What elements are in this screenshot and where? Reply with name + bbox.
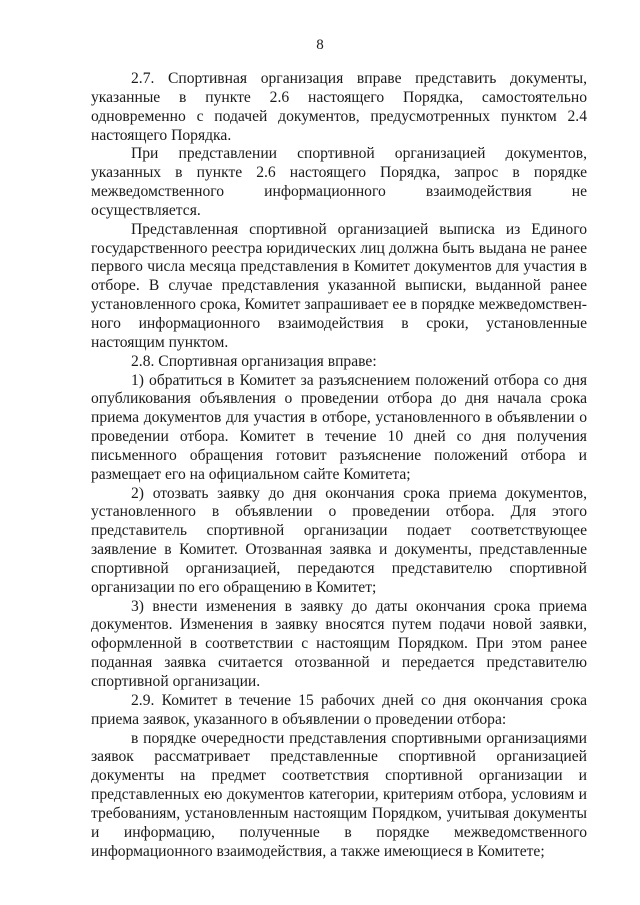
page-number: 8: [316, 37, 324, 53]
document-body: [91, 70, 587, 861]
paragraph-2-7: 2.7. Спортивная организация вправе представить документы, указанные в пункте 2.6 настоящего Порядка, самостоятельно одновременно с подачей документов, предусмотренных пунктом 2.4 настоящего Порядка.: [91, 70, 587, 144]
paragraph-2-9-review: в порядке очередности представления спортивными организациями заявок рассматривает представленные спортивной организацией документы на предмет соответствия спортивной организации и представленных ею документов категории, критериям отбора, условиям и требованиям, установленным настоящим Порядком, учитывая документы и информацию, полученные в порядке межведомственного информационного взаимодействия, а также имеющиеся в Комитете;: [91, 729, 587, 860]
paragraph-2-8: 2.8. Спортивная организация вправе:: [131, 352, 377, 370]
paragraph-2-7-registry-extract: Представленная спортивной организацией выписка из Единого государственного реестра юридических лиц должна быть выдана не ранее первого числа месяца представления в Комитет документов для участия в отборе. В случае представления указанной выписки, выданной ранее установленного срока, Комитет запрашивает ее в порядке межведомственного информационного взаимодействия в сроки, установленные настоящим пунктом.: [91, 220, 587, 351]
paragraph-2-9: 2.9. Комитет в течение 15 рабочих дней со дня окончания срока приема заявок, указанного в объявлении о проведении отбора:: [91, 691, 587, 728]
paragraph-2-8-item-2: 2) отозвать заявку до дня окончания срока приема документов, установленного в объявлении о проведении отбора. Для этого представитель спортивной организации подает соответствующее заявление в Комитет. Отозванная заявка и документы, представленные спортивной организацией, передаются представителю спортивной организации по его обращению в Комитет;: [91, 484, 587, 596]
paragraph-2-8-item-1: 1) обратиться в Комитет за разъяснением положений отбора со дня опубликования объявления о проведении отбора до дня начала срока приема документов для участия в отборе, установленного в объявлении о проведении отбора. Комитет в течение 10 дней со дня получения письменного обращения готовит разъяснение положений отбора и размещает его на официальном сайте Комитета;: [91, 371, 587, 483]
paragraph-2-7-interagency: При представлении спортивной организацией документов, указанных в пункте 2.6 настоящего Порядка, запрос в порядке межведомственного информационного взаимодействия не осуществляется.: [91, 145, 587, 219]
paragraph-2-8-item-3: 3) внести изменения в заявку до даты окончания срока приема документов. Изменения в заявку вносятся путем подачи новой заявки, оформленной в соответствии с настоящим Порядком. При этом ранее поданная заявка считается отозванной и передается представителю спортивной организации.: [91, 597, 587, 690]
